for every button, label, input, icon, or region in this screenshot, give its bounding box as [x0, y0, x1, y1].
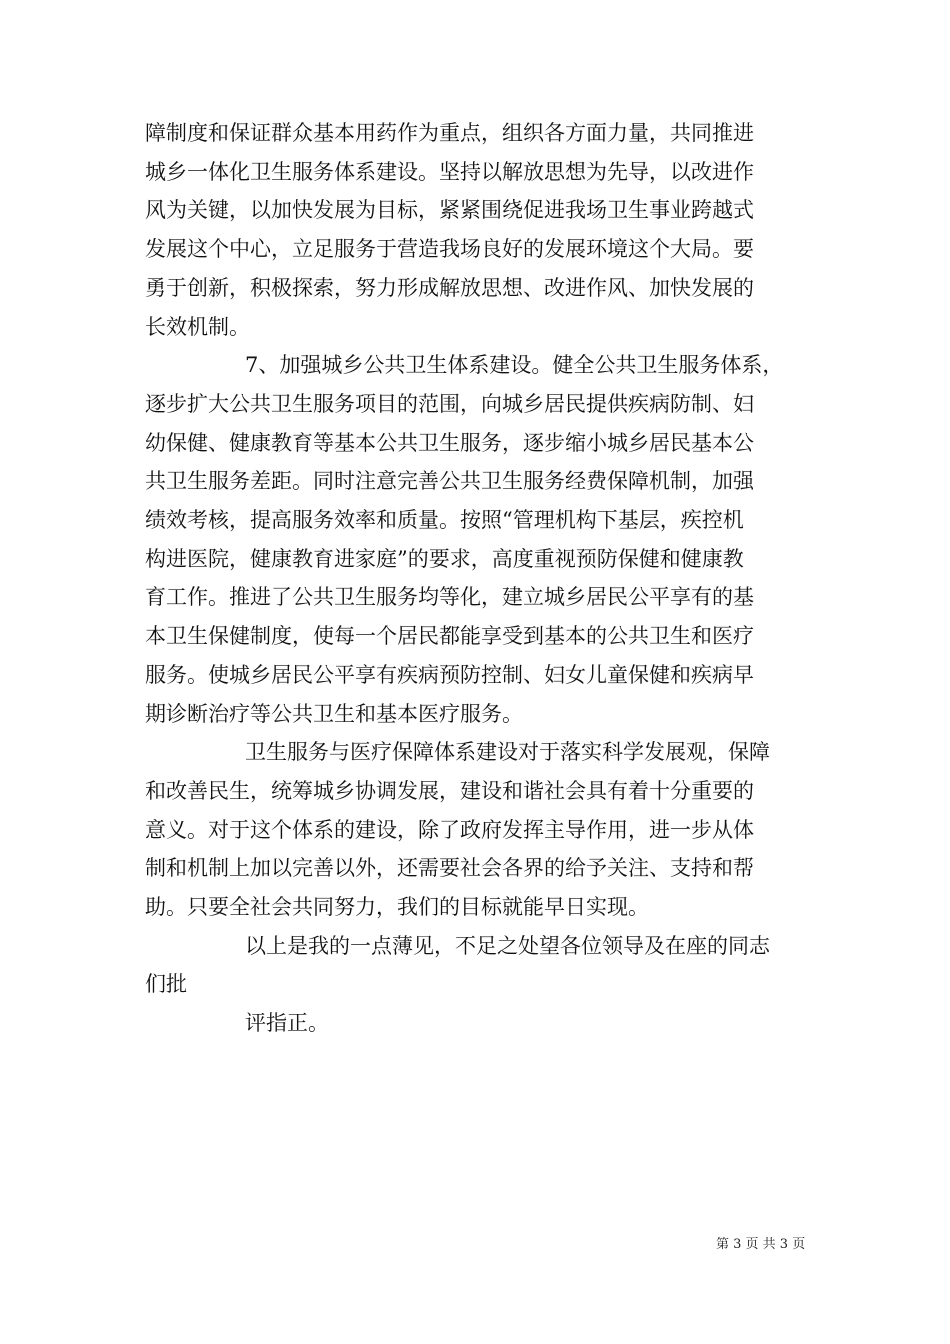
text-line: 共卫生服务差距。同时注意完善公共卫生服务经费保障机制，加强	[145, 469, 754, 494]
paragraph-5	[145, 1004, 810, 1043]
text-line: 城乡一体化卫生服务体系建设。坚持以解放思想为先导，以改进作	[145, 159, 754, 184]
text-line: 评指正。	[245, 1011, 329, 1036]
text-line: 以上是我的一点薄见，不足之处望各位领导及在座的同志	[245, 933, 770, 958]
text-line: 制和机制上加以完善以外，还需要社会各界的给予关注、支持和帮	[145, 856, 754, 881]
document-body	[145, 114, 810, 1043]
text-line: 障制度和保证群众基本用药作为重点，组织各方面力量，共同推进	[145, 121, 754, 145]
text-line: 勇于创新，积极探索，努力形成解放思想、改进作风、加快发展的	[145, 275, 754, 300]
text-line: 风为关键，以加快发展为目标，紧紧围绕促进我场卫生事业跨越式	[145, 198, 754, 223]
text-line: 助。只要全社会共同努力，我们的目标就能早日实现。	[145, 895, 649, 920]
paragraph-3	[145, 733, 810, 927]
text-line: 幼保健、健康教育等基本公共卫生服务，逐步缩小城乡居民基本公	[145, 430, 754, 455]
text-line: 本卫生保健制度，使每一个居民都能享受到基本的公共卫生和医疗	[145, 624, 754, 649]
paragraph-2	[145, 346, 810, 733]
text-line: 和改善民生，统筹城乡协调发展，建设和谐社会具有着十分重要的	[145, 778, 754, 803]
text-line: 发展这个中心，立足服务于营造我场良好的发展环境这个大局。要	[145, 237, 754, 262]
text-line: 构进医院，健康教育进家庭”的要求，高度重视预防保健和健康教	[145, 546, 744, 571]
text-line: 绩效考核，提高服务效率和质量。按照“管理机构下基层，疾控机	[145, 508, 744, 533]
paragraph-1	[145, 114, 810, 346]
paragraph-4	[145, 927, 810, 1004]
text-line: 长效机制。	[145, 314, 250, 339]
text-line: 们批	[145, 972, 187, 997]
text-line: 育工作。推进了公共卫生服务均等化，建立城乡居民公平享有的基	[145, 585, 754, 610]
text-line: 7、加强城乡公共卫生体系建设。健全公共卫生服务体系，	[245, 353, 784, 378]
text-line: 意义。对于这个体系的建设，除了政府发挥主导作用，进一步从体	[145, 817, 754, 842]
text-line: 期诊断治疗等公共卫生和基本医疗服务。	[145, 701, 523, 726]
text-line: 逐步扩大公共卫生服务项目的范围，向城乡居民提供疾病防制、妇	[145, 391, 754, 416]
text-line: 卫生服务与医疗保障体系建设对于落实科学发展观，保障	[245, 740, 770, 765]
page-number-footer: 第 3 页 共 3 页	[716, 1237, 806, 1252]
text-line: 服务。使城乡居民公平享有疾病预防控制、妇女儿童保健和疾病早	[145, 662, 754, 687]
